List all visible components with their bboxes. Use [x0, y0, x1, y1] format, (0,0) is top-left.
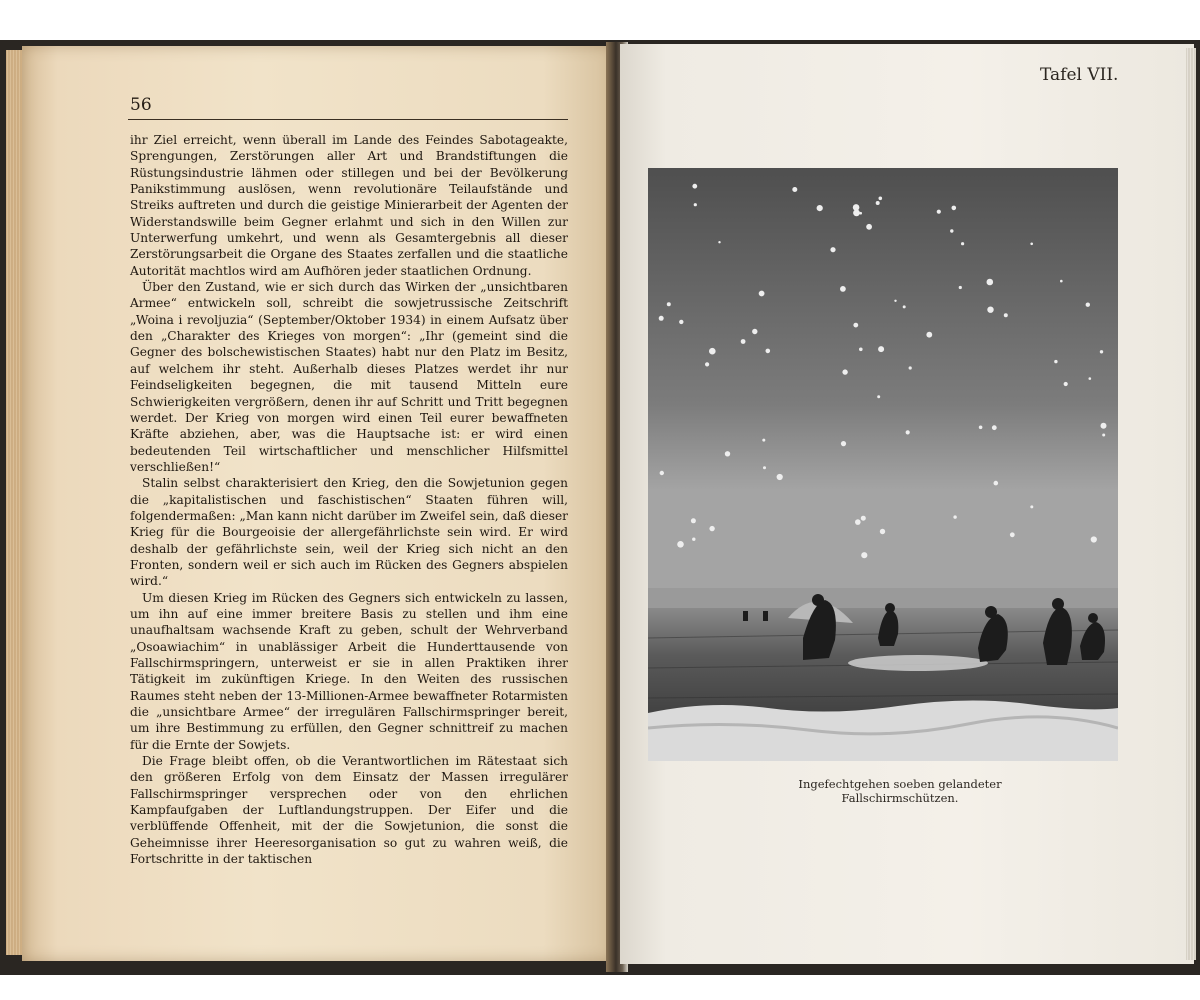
parachute-dot [692, 538, 695, 541]
parachute-dot [759, 291, 765, 297]
parachute-dot [853, 204, 860, 211]
parachute-dot [1030, 243, 1033, 246]
parachute-dot [1089, 377, 1092, 380]
parachute-dot [692, 184, 697, 189]
parachute-dot [877, 395, 880, 398]
parachute-dot [861, 516, 866, 521]
parachute-dot [1010, 532, 1015, 537]
parachute-dot [855, 519, 861, 525]
parachute-dot [691, 518, 696, 523]
parachute-dot [792, 187, 797, 192]
parachute-dot [926, 332, 932, 338]
paragraph: ihr Ziel erreicht, wenn überall im Lande des Feindes Sabotageakte, Sprengungen, Zerstörungen aller Art und Brandstiftungen die Rüstungsindustrie lähmen oder stillegen und bei der Bevölkerung Panikstimmung auslösen, wenn revolutionäre Teilaufstände und Streiks auftreten und durch die geistige Minierarbeit der Agenten der Widerstandswille beim Gegner erlahmt und sich in den Willen zur Unterwerfung umkehrt, und wenn als Gesamtergebnis all dieser Zerstörungsarbeit die Organe des Staates zerfallen und die staatliche Autorität machtlos wird am Aufhören jeder staatlichen Ordnung. [130, 133, 568, 278]
parachute-dot [866, 224, 872, 230]
parachute-dot [709, 526, 714, 531]
parachute-dot [961, 242, 964, 245]
parachute-dot [679, 320, 683, 324]
parachute-dot [859, 348, 863, 352]
parachute-dot [1060, 280, 1063, 283]
parachute-dot [1030, 505, 1033, 508]
parachute-dot [777, 474, 783, 480]
paratroopers-photo [648, 168, 1118, 761]
page-number: 56 [130, 95, 152, 115]
parachute-dot [879, 197, 883, 201]
parachute-dot [763, 466, 766, 469]
parachute-dot [959, 286, 962, 289]
parachute-dot [952, 206, 957, 211]
parachute-dot [953, 515, 956, 518]
parachute-dot [994, 481, 999, 486]
parachute-dot [694, 203, 697, 206]
body-text [130, 132, 568, 867]
parachute-dot [1054, 360, 1057, 363]
parachute-dot [840, 286, 846, 292]
parachute-dot [1101, 423, 1107, 429]
parachute-dot [705, 362, 709, 366]
parachute-dot [903, 305, 906, 308]
paragraph: Stalin selbst charakterisiert den Krieg, den die Sowjetunion gegen die „kapitalistischen und faschistischen“ Staaten führen will, folgendermaßen: „Man kann nicht darüber im Zweifel sein, daß dieser Krieg für die Bourgeoisie der allergefährlichste sein wird. Er wird deshalb der gefährlichste sein, weil der Krieg sich nicht an den Fronten, sondern weil er sich auch im Rücken des Gegners abspielen wird.“ [130, 476, 568, 589]
parachute-dot [677, 541, 684, 548]
parachute-dot [992, 425, 997, 430]
parachute-dot [1100, 350, 1103, 353]
parachute-dot [766, 349, 771, 354]
parachute-dot [718, 241, 720, 243]
parachute-dot [987, 279, 994, 286]
parachute-dot [1102, 434, 1105, 437]
parachute-dot [660, 471, 664, 475]
parachute-dot [909, 366, 912, 369]
plate-label: Tafel VII. [1040, 65, 1119, 85]
parachute-dot [1091, 536, 1097, 542]
parachute-dot [861, 552, 867, 558]
paragraph: Über den Zustand, wie er sich durch das Wirken der „unsichtbaren Armee“ entwickeln soll, schreibt die sowjetrussische Zeitschrift „Woina i revoljuzia“ (September/Oktober 1934) in einem Aufsatz über den „Charakter des Krieges von morgen“: „Ihr (gemeint sind die Gegner des bolschewistischen Staates) habt nur den Platz im Besitz, auf welchem ihr steht. Außerhalb dieses Platzes werdet ihr nur Feindseligkeiten begegnen, die mit tausend Mitteln eure Schwierigkeiten vergrößern, denen ihr auf Schritt und Tritt begegnen werdet. Der Krieg von morgen wird einen Teil eurer bewaffneten Kräfte abziehen, aber, was die Hauptsache ist: er wird einen bedeutenden Teil wirtschaftlicher und menschlicher Hilfsmittel verschließen!“ [130, 280, 568, 474]
parachute-dot [1086, 303, 1090, 307]
parachute-dot [842, 369, 847, 374]
parachute-dot [667, 302, 671, 306]
parachute-dot [1004, 313, 1008, 317]
parachute-dot [853, 323, 858, 328]
parachute-dot [880, 529, 885, 534]
paragraph: Die Frage bleibt offen, ob die Verantwortlichen im Rätestaat sich den größeren Erfolg von dem Einsatz der Massen irregulärer Fallschirmspringer versprechen oder von den ehrlichen Kampfaufgaben der Luftlandungstruppen. Der Eifer und die verblüffende Offenheit, mit der die Sowjetunion, die sonst die Geheimnisse ihrer Heeresorganisation so gut zu wahren weiß, die Fortschritte in der taktischen [130, 754, 568, 867]
parachute-dot [725, 451, 730, 456]
parachute-dot [950, 229, 953, 232]
parachute-dot [894, 300, 896, 302]
right-page-edges [1186, 48, 1196, 960]
parachute-dot [906, 430, 910, 434]
parachute-dot [762, 439, 765, 442]
parachute-dot [709, 348, 716, 355]
photo-illustration [648, 168, 1118, 761]
parachute-dot [876, 201, 880, 205]
parachute-dot [752, 329, 757, 334]
parachute-dot [830, 247, 835, 252]
parachute-dot [878, 346, 884, 352]
parachute-dot [741, 339, 746, 344]
parachute-dot [1064, 382, 1068, 386]
parachute-dot [937, 210, 941, 214]
parachute-dot [659, 316, 664, 321]
photo-caption: Ingefechtgehen soeben gelandeter Fallschirmschützen. [798, 777, 1002, 805]
parachute-dot [979, 426, 983, 430]
parachute-dot [841, 441, 846, 446]
header-rule [128, 119, 568, 120]
parachute-dot [987, 307, 993, 313]
paragraph: Um diesen Krieg im Rücken des Gegners sich entwickeln zu lassen, um ihn auf eine immer breitere Basis zu stellen und ihm eine unaufhaltsam wachsende Kraft zu geben, schult der Wehrverband „Osoawiachim“ in unablässiger Arbeit die Hunderttausende von Fallschirmspringern, unterweist er sie in allen Praktiken ihrer Tätigkeit im zukünftigen Kriege. In den Weiten des russischen Raumes steht neben der 13-Millionen-Armee bewaffneter Rotarmisten die „unsichtbare Armee“ der irregulären Fallschirmspringer bereit, um ihre Bestimmung zu erfüllen, den Gegner schnittreif zu machen für die Ernte der Sowjets. [130, 590, 568, 752]
parachute-dot [817, 205, 823, 211]
